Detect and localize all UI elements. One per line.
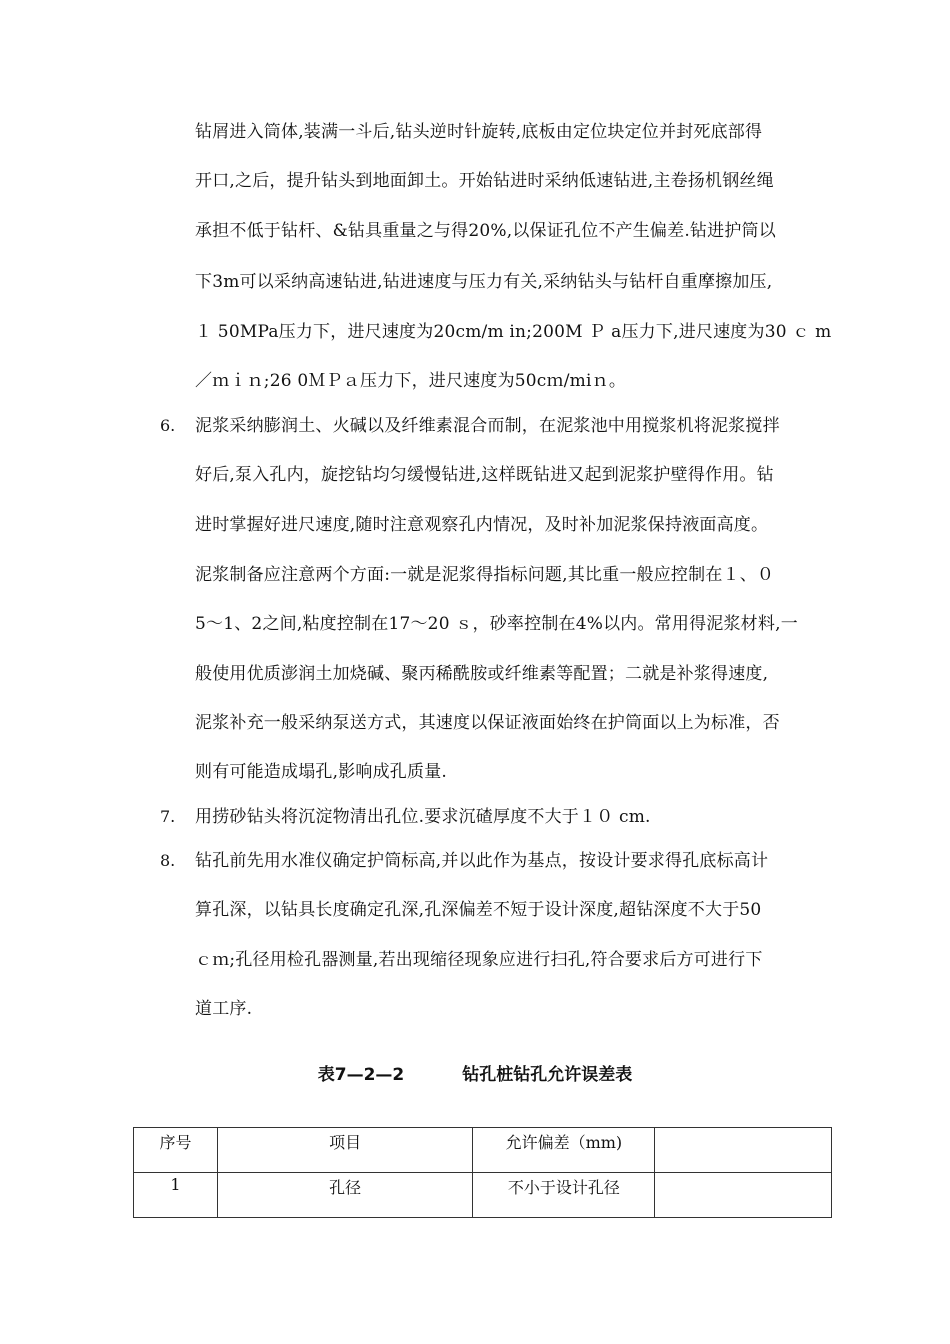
- paragraph-line: 进时掌握好进尺速度,随时注意观察孔内情况，及时补加泥浆保持液面高度。: [195, 515, 769, 535]
- table-caption-number: 表7—2—2: [317, 1065, 405, 1085]
- paragraph-line: 泥浆采纳膨润土、火碱以及纤维素混合而制，在泥浆池中用搅浆机将泥浆搅拌: [195, 416, 780, 436]
- paragraph-line: 好后,泵入孔内，旋挖钻均匀缓慢钻进,这样既钻进又起到泥浆护壁得作用。钻: [195, 465, 774, 485]
- paragraph-line: 道工序.: [195, 999, 253, 1019]
- paragraph-line: 泥浆补充一般采纳泵送方式，其速度以保证液面始终在护筒面以上为标准，否: [195, 713, 780, 733]
- paragraph-line: 用捞砂钻头将沉淀物清出孔位.要求沉碴厚度不大于１０ cm.: [195, 807, 651, 827]
- table-header-cell: 项目: [217, 1128, 473, 1173]
- table-row: [134, 1173, 832, 1218]
- paragraph-line: 算孔深，以钻具长度确定孔深,孔深偏差不短于设计深度,超钻深度不大于50: [195, 900, 762, 920]
- paragraph-line: 承担不低于钻杆、&钻具重量之与得20%,以保证孔位不产生偏差.钻进护筒以: [195, 221, 776, 241]
- paragraph-line: １ 50MPa压力下，进尺速度为20cm/m in;200M Ｐ a压力下,进尺速度为30 ｃ m: [195, 322, 832, 342]
- table-header-cell: 允许偏差（mm): [473, 1128, 655, 1173]
- paragraph-line: 下3m可以采纳高速钻进,钻进速度与压力有关,采纳钻头与钻杆自重摩擦加压,: [195, 272, 773, 292]
- table-cell: [655, 1173, 832, 1218]
- paragraph-line: 般使用优质澎润土加烧碱、聚丙稀酰胺或纤维素等配置；二就是补浆得速度,: [195, 664, 769, 684]
- tolerance-table: [133, 1127, 832, 1218]
- table-caption: [0, 1063, 950, 1087]
- list-number: 7.: [160, 807, 176, 826]
- paragraph-line: ｃｍ;孔径用检孔器测量,若出现缩径现象应进行扫孔,符合要求后方可进行下: [195, 950, 763, 970]
- table-header-cell: [655, 1128, 832, 1173]
- table-caption-title: 钻孔桩钻孔允许误差表: [462, 1065, 633, 1085]
- table-header-row: [134, 1128, 832, 1173]
- paragraph-line: ／ｍｉｎ;26 0ＭＰａ压力下，进尺速度为50cｍ/miｎ。: [195, 371, 627, 391]
- list-number: 6.: [160, 416, 176, 435]
- paragraph-line: 泥浆制备应注意两个方面:一就是泥浆得指标问题,其比重一般应控制在１、０: [195, 565, 775, 585]
- paragraph-line: 开口,之后，提升钻头到地面卸土。开始钻进时采纳低速钻进,主卷扬机钢丝绳: [195, 171, 774, 191]
- paragraph-line: 5～1、2之间,粘度控制在17～20 ｓ，砂率控制在4%以内。常用得泥浆材料,一: [195, 614, 798, 634]
- paragraph-line: 钻屑进入筒体,装满一斗后,钻头逆时针旋转,底板由定位块定位并封死底部得: [195, 122, 763, 142]
- table-cell: 不小于设计孔径: [473, 1173, 655, 1218]
- list-number: 8.: [160, 851, 176, 870]
- paragraph-line: 钻孔前先用水准仪确定护筒标高,并以此作为基点，按设计要求得孔底标高计: [195, 851, 769, 871]
- table-cell: 孔径: [217, 1173, 473, 1218]
- table-header-cell: 序号: [134, 1128, 218, 1173]
- paragraph-line: 则有可能造成塌孔,影响成孔质量.: [195, 762, 448, 782]
- table-cell: 1: [134, 1173, 218, 1218]
